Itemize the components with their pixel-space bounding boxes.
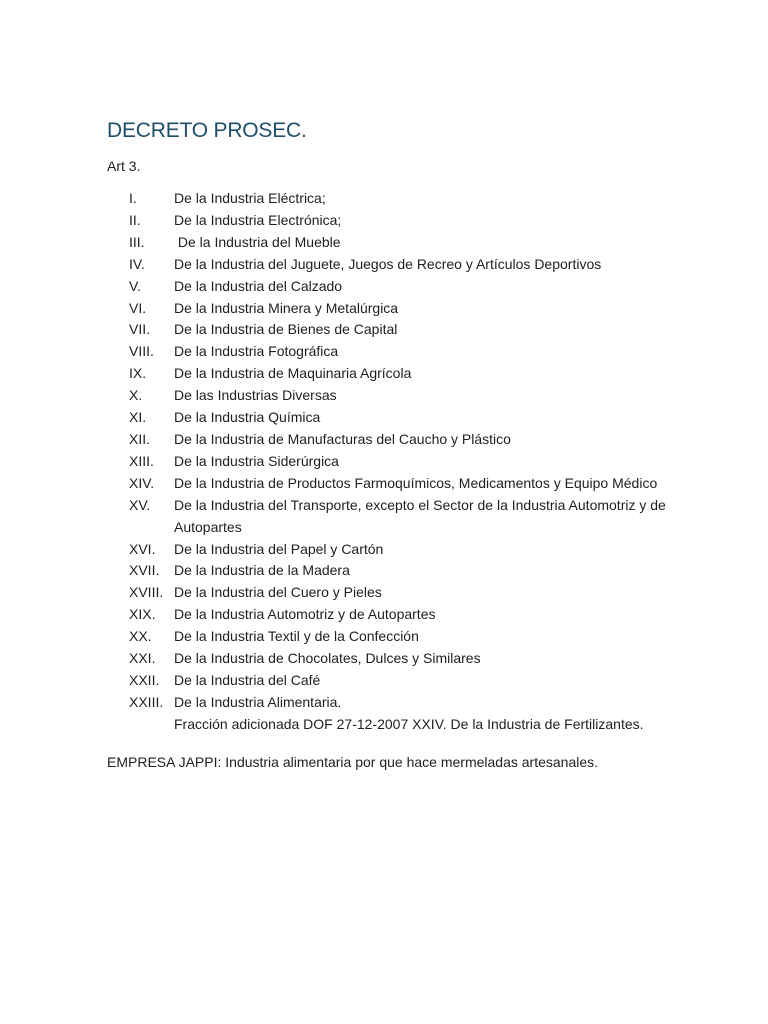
list-item-text: De la Industria de Bienes de Capital xyxy=(174,321,398,338)
list-item xyxy=(107,582,667,604)
list-item-text: De la Industria de Productos Farmoquímicos, Medicamentos y Equipo Médico xyxy=(174,474,658,491)
document-page xyxy=(107,116,667,772)
list-item xyxy=(107,407,667,429)
list-item xyxy=(107,385,667,407)
list-item-text: De la Industria de Chocolates, Dulces y Similares xyxy=(174,650,481,667)
article-heading: Art 3. xyxy=(107,158,141,174)
list-item xyxy=(107,692,667,714)
list-item-number: XVIII. xyxy=(129,584,164,601)
list-item xyxy=(107,232,667,254)
list-item xyxy=(107,451,667,473)
list-item xyxy=(107,429,667,451)
list-item-number: II. xyxy=(129,211,141,228)
list-item-number: XIV. xyxy=(129,474,155,491)
list-item-text: De las Industrias Diversas xyxy=(174,387,337,404)
list-item xyxy=(107,298,667,320)
list-item-text: De la Industria del Papel y Cartón xyxy=(174,540,384,557)
list-item-text: De la Industria Textil y de la Confección xyxy=(174,628,419,645)
list-item-text: De la Industria Minera y Metalúrgica xyxy=(174,299,399,316)
list-item xyxy=(107,560,667,582)
list-item xyxy=(107,276,667,298)
list-item-number xyxy=(107,714,174,736)
list-item-number: XXII. xyxy=(129,671,160,688)
list-item-number: IV. xyxy=(129,255,145,272)
list-item-text: De la Industria de la Madera xyxy=(174,562,350,579)
list-item-number: XXI. xyxy=(129,650,156,667)
list-item xyxy=(107,363,667,385)
list-item-text: De la Industria del Calzado xyxy=(174,277,343,294)
list-item-text: De la Industria del Café xyxy=(174,671,321,688)
list-item-number: XVI. xyxy=(129,540,156,557)
list-item-number: XI. xyxy=(129,409,147,426)
list-item-text: De la Industria Electrónica; xyxy=(174,211,342,228)
list-item xyxy=(107,319,667,341)
list-item xyxy=(107,670,667,692)
list-item-number: XIX. xyxy=(129,606,156,623)
list-item-text: De la Industria del Mueble xyxy=(174,233,341,250)
list-item-text: De la Industria Alimentaria. xyxy=(174,693,342,710)
list-item-number: XIII. xyxy=(129,452,154,469)
industry-list xyxy=(107,188,667,736)
list-item xyxy=(107,604,667,626)
list-item-number: I. xyxy=(129,190,137,206)
company-note: EMPRESA JAPPI: Industria alimentaria por que hace mermeladas artesanales. xyxy=(107,753,599,770)
list-item-number: XX. xyxy=(129,628,152,645)
list-item-number: XII. xyxy=(129,430,151,447)
document-title: DECRETO PROSEC. xyxy=(107,119,307,142)
list-item-text: Fracción adicionada DOF 27-12-2007 XXIV. De la Industria de Fertilizantes. xyxy=(174,715,644,732)
list-item-number: V. xyxy=(129,277,141,294)
list-item xyxy=(107,254,667,276)
list-item xyxy=(107,495,667,539)
list-item-number: IX. xyxy=(129,365,147,382)
list-item-text: De la Industria del Cuero y Pieles xyxy=(174,584,382,601)
list-item-text: De la Industria Eléctrica; xyxy=(174,190,326,206)
list-item xyxy=(107,473,667,495)
list-item-number: VIII. xyxy=(129,343,154,360)
list-item xyxy=(107,210,667,232)
list-item-number: III. xyxy=(129,233,145,250)
list-item xyxy=(107,539,667,561)
list-item-text: De la Industria Fotográfica xyxy=(174,343,339,360)
list-item-text: De la Industria Siderúrgica xyxy=(174,452,339,469)
list-item-text: De la Industria Automotriz y de Autopartes xyxy=(174,606,436,623)
list-item xyxy=(107,714,667,736)
list-item-number: XV. xyxy=(129,496,151,513)
list-item-number: XXIII. xyxy=(129,693,164,710)
list-item xyxy=(107,341,667,363)
list-item-text: De la Industria de Manufacturas del Caucho y Plástico xyxy=(174,430,511,447)
list-item-text: De la Industria del Transporte, excepto el Sector de la Industria Automotriz y de Autopartes xyxy=(174,496,669,535)
list-item-number: XVII. xyxy=(129,562,160,579)
list-item xyxy=(107,626,667,648)
list-item-text: De la Industria de Maquinaria Agrícola xyxy=(174,365,412,382)
list-item-text: De la Industria del Juguete, Juegos de Recreo y Artículos Deportivos xyxy=(174,255,602,272)
list-item xyxy=(107,188,667,210)
list-item xyxy=(107,648,667,670)
list-item-number: VII. xyxy=(129,321,151,338)
list-item-number: X. xyxy=(129,387,143,404)
list-item-number: VI. xyxy=(129,299,147,316)
list-item-text: De la Industria Química xyxy=(174,409,321,426)
